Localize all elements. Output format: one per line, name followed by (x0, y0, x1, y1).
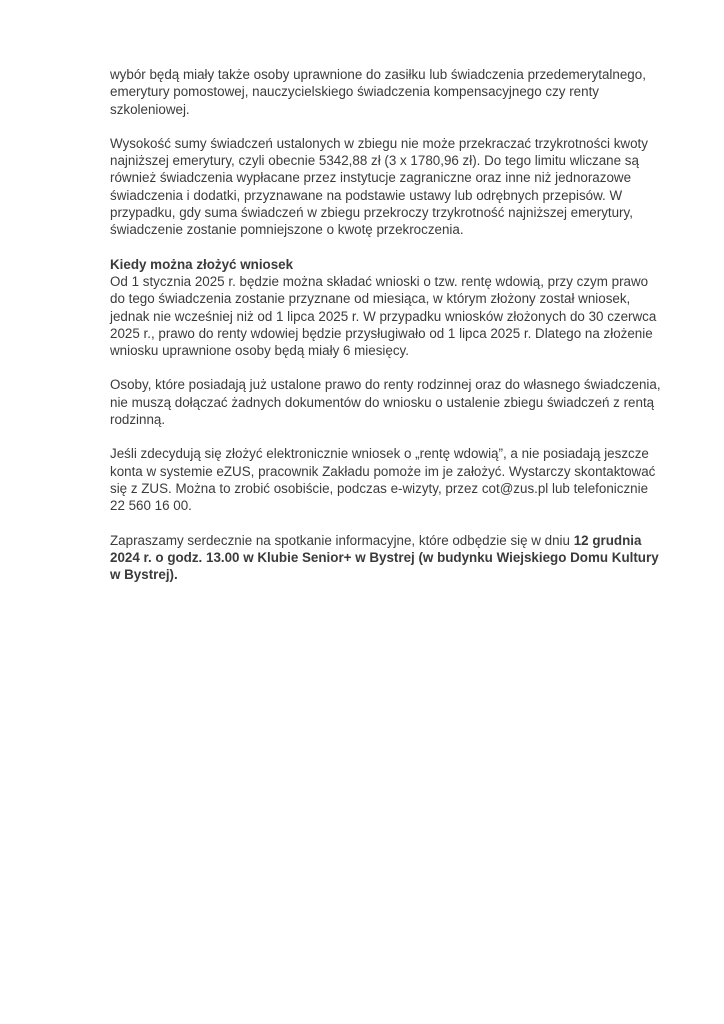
paragraph-intro-continuation: wybór będą miały także osoby uprawnione do zasiłku lub świadczenia przedemerytalnego, emerytury pomostowej, nauczycielskiego świadczenia kompensacyjnego czy renty szkoleniowej. (110, 67, 646, 117)
paragraph-ezus-contact: Jeśli zdecydują się złożyć elektronicznie wniosek o „rentę wdowią”, a nie posiadają jeszcze konta w systemie eZUS, pracownik Zakładu pomoże im je założyć. Wystarczy skontaktować się z ZUS. Można to zrobić osobiście, podczas e-wizyty, przez cot@zus.pl lub telefonicznie 22 560 16 00. (110, 446, 656, 514)
section-heading-when-to-apply: Kiedy można złożyć wniosek (110, 256, 294, 272)
document-body (110, 66, 662, 600)
invitation-text-normal: Zapraszamy serdecznie na spotkanie informacyjne, które odbędzie się w dniu (110, 532, 574, 548)
paragraph-no-documents-needed: Osoby, które posiadają już ustalone prawo do renty rodzinnej oraz do własnego świadczenia, nie muszą dołączać żadnych dokumentów do wniosku o ustalenie zbiegu świadczeń z rentą rodzinną. (110, 377, 661, 428)
invitation-text-bold-date-location: 12 grudnia 2024 r. o godz. 13.00 w Klubie Senior+ w Bystrej (w budynku Wiejskiego Domu Kultury w Bystrej). (110, 532, 659, 583)
paragraph-application-dates: Od 1 stycznia 2025 r. będzie można składać wnioski o tzw. rentę wdowią, przy czym prawo do tego świadczenia zostanie przyznane od miesiąca, w którym złożony został wniosek, jednak nie wcześniej niż od 1 lipca 2025 r. W przypadku wniosków złożonych do 30 czerwca 2025 r., prawo do renty wdowiej będzie przysługiwało od 1 lipca 2025 r. Dlatego na złożenie wniosku uprawnione osoby będą miały 6 miesięcy. (110, 273, 657, 359)
paragraph-benefit-sum-limit: Wysokość sumy świadczeń ustalonych w zbiegu nie może przekraczać trzykrotności kwoty najniższej emerytury, czyli obecnie 5342,88 zł (3 x 1780,96 zł). Do tego limitu wliczane są również świadczenia wypłacane przez instytucje zagraniczne oraz inne niż jednorazowe świadczenia i dodatki, przyznawane na podstawie ustawy lub odrębnych przepisów. W przypadku, gdy suma świadczeń w zbiegu przekroczy trzykrotność najniższej emerytury, świadczenie zostanie pomniejszone o kwotę przekroczenia. (110, 135, 648, 238)
paragraph-meeting-invitation (110, 532, 662, 584)
